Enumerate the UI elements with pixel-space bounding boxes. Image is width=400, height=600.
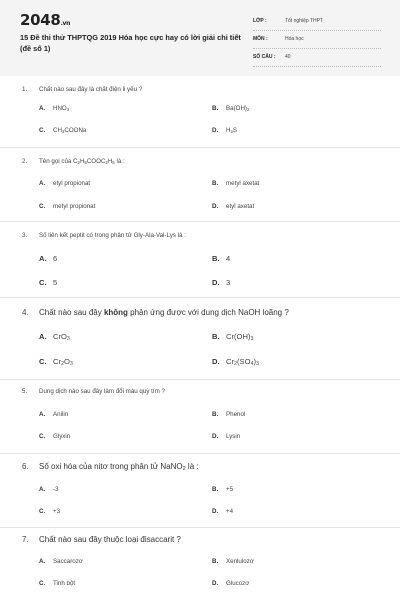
option-b[interactable] (212, 254, 230, 263)
meta-value: Hóa học (285, 36, 304, 42)
question-text: Tên gọi của $C_2H_5COOC_2H_5$ là : (39, 158, 125, 165)
option-text: Glyxin (53, 433, 71, 440)
question-text-emphasis: không (103, 308, 128, 317)
option-letter: A. (39, 180, 46, 187)
option-b[interactable] (212, 332, 253, 342)
question-text: Số liên kết peptit có trong phân tử Gly-Ala-Val-Lys là : (39, 232, 186, 239)
option-letter: B. (212, 105, 219, 112)
option-text: +5 (226, 486, 234, 493)
option-letter: D. (212, 127, 219, 134)
question-1 (0, 76, 400, 148)
question-text-pre: Chất nào sau đây (39, 308, 104, 317)
option-letter: C. (39, 580, 46, 587)
option-b[interactable] (212, 180, 259, 187)
question-text (39, 308, 289, 317)
option-text: +3 (53, 508, 61, 515)
question-3 (0, 222, 400, 298)
option-letter: B. (212, 486, 219, 493)
option-c[interactable] (39, 127, 86, 134)
option-letter: B. (212, 254, 220, 263)
option-letter: A. (39, 411, 46, 418)
option-b[interactable] (212, 486, 233, 493)
option-text: $Cr_2O_3$ (53, 357, 73, 367)
option-letter: B. (212, 558, 219, 565)
logo-suffix: .vn (60, 20, 71, 27)
document-header (0, 0, 400, 76)
question-text: Chất nào sau đây là chất điện li yếu ? (39, 86, 143, 93)
option-text: $H_2S$ (226, 127, 238, 134)
option-b[interactable] (212, 558, 254, 565)
option-text: Lysin (226, 433, 241, 440)
question-4 (0, 298, 400, 380)
option-a[interactable] (39, 558, 83, 565)
option-text: Glucozơ (226, 580, 250, 587)
option-letter: C. (39, 508, 46, 515)
option-d[interactable] (212, 278, 230, 287)
option-letter: C. (39, 357, 47, 366)
document-title: 15 Đề thi thử THPTQG 2019 Hóa học cực hay có lời giải chi tiết (đề số 1) (20, 33, 241, 53)
option-letter: C. (39, 433, 46, 440)
option-a[interactable] (39, 254, 57, 263)
option-a[interactable] (39, 105, 69, 112)
option-letter: D. (212, 278, 220, 287)
option-text: +4 (226, 508, 234, 515)
meta-count-row (253, 51, 381, 67)
option-text: Tinh bột (53, 580, 76, 587)
option-letter: D. (212, 580, 219, 587)
option-letter: D. (212, 508, 219, 515)
option-text: $Cr_2(SO_4)_3$ (226, 357, 259, 367)
option-text: 5 (53, 278, 58, 287)
option-letter: C. (39, 127, 46, 134)
option-text: etyl propionat (53, 180, 91, 187)
question-text-post: phản ứng được với dung dịch NaOH loãng ? (127, 308, 289, 317)
option-letter: C. (39, 278, 47, 287)
meta-label: LỚP : (253, 18, 267, 24)
meta-label: MÔN : (253, 36, 268, 42)
option-c[interactable] (39, 433, 70, 440)
option-d[interactable] (212, 508, 233, 515)
meta-label: SỐ CÂU : (253, 54, 276, 60)
option-text: CrO$_3$ (53, 332, 70, 342)
logo-main: 2048 (20, 11, 61, 29)
option-d[interactable] (212, 433, 240, 440)
question-text: Dung dịch nào sau đây làm đổi màu quỳ tím ? (39, 388, 165, 395)
question-text: Số oxi hóa của nitơ trong phân tử NaNO$_2$ là : (39, 462, 199, 472)
option-b[interactable] (212, 411, 245, 418)
option-d[interactable] (212, 127, 237, 134)
option-letter: A. (39, 254, 47, 263)
question-5 (0, 380, 400, 454)
document-meta (253, 15, 381, 69)
option-text: metyl propionat (53, 203, 96, 210)
option-text: 6 (53, 254, 58, 263)
option-text: $CH_3COONa$ (53, 127, 87, 134)
option-text: metyl axetat (226, 180, 260, 187)
option-text: 3 (226, 278, 231, 287)
question-number: 4. (22, 308, 29, 317)
option-c[interactable] (39, 357, 73, 367)
option-letter: D. (212, 433, 219, 440)
option-a[interactable] (39, 332, 70, 342)
question-number: 3. (22, 232, 28, 239)
meta-value: 40 (285, 54, 291, 60)
option-d[interactable] (212, 357, 259, 367)
option-text: Phenol (226, 411, 246, 418)
option-letter: D. (212, 203, 219, 210)
option-text: $Cr(OH)_3$ (226, 332, 254, 342)
option-text: -3 (53, 486, 59, 493)
option-text: $Ba(OH)_2$ (226, 105, 250, 112)
option-letter: A. (39, 486, 46, 493)
option-a[interactable] (39, 411, 68, 418)
option-text: Saccarozơ (53, 558, 83, 565)
option-c[interactable] (39, 580, 75, 587)
option-letter: A. (39, 105, 46, 112)
option-d[interactable] (212, 580, 249, 587)
option-letter: B. (212, 180, 219, 187)
option-text: Anilin (53, 411, 69, 418)
option-letter: C. (39, 203, 46, 210)
question-number: 1. (22, 86, 28, 93)
question-number: 6. (22, 462, 29, 471)
question-number: 5. (22, 388, 28, 395)
option-letter: D. (212, 357, 220, 366)
option-c[interactable] (39, 508, 60, 515)
question-7 (0, 528, 400, 600)
meta-subject-row (253, 33, 381, 49)
question-6 (0, 454, 400, 528)
question-number: 7. (22, 535, 29, 544)
option-a[interactable] (39, 486, 59, 493)
option-text: Xenlulozơ (226, 558, 254, 565)
option-letter: A. (39, 558, 46, 565)
option-b[interactable] (212, 105, 249, 112)
meta-class-row (253, 15, 381, 31)
option-c[interactable] (39, 203, 95, 210)
question-text: Chất nào sau đây thuộc loại đisaccarit ? (39, 535, 181, 544)
option-letter: B. (212, 411, 219, 418)
option-text: 4 (226, 254, 231, 263)
option-a[interactable] (39, 180, 90, 187)
option-letter: B. (212, 332, 220, 341)
meta-value: Tốt nghiệp THPT (285, 18, 323, 24)
question-number: 2. (22, 158, 28, 165)
site-logo[interactable] (20, 11, 70, 29)
option-d[interactable] (212, 203, 254, 210)
option-letter: A. (39, 332, 47, 341)
option-text: $HNO_3$ (53, 105, 70, 112)
option-c[interactable] (39, 278, 57, 287)
question-2 (0, 148, 400, 222)
option-text: etyl axetat (226, 203, 255, 210)
